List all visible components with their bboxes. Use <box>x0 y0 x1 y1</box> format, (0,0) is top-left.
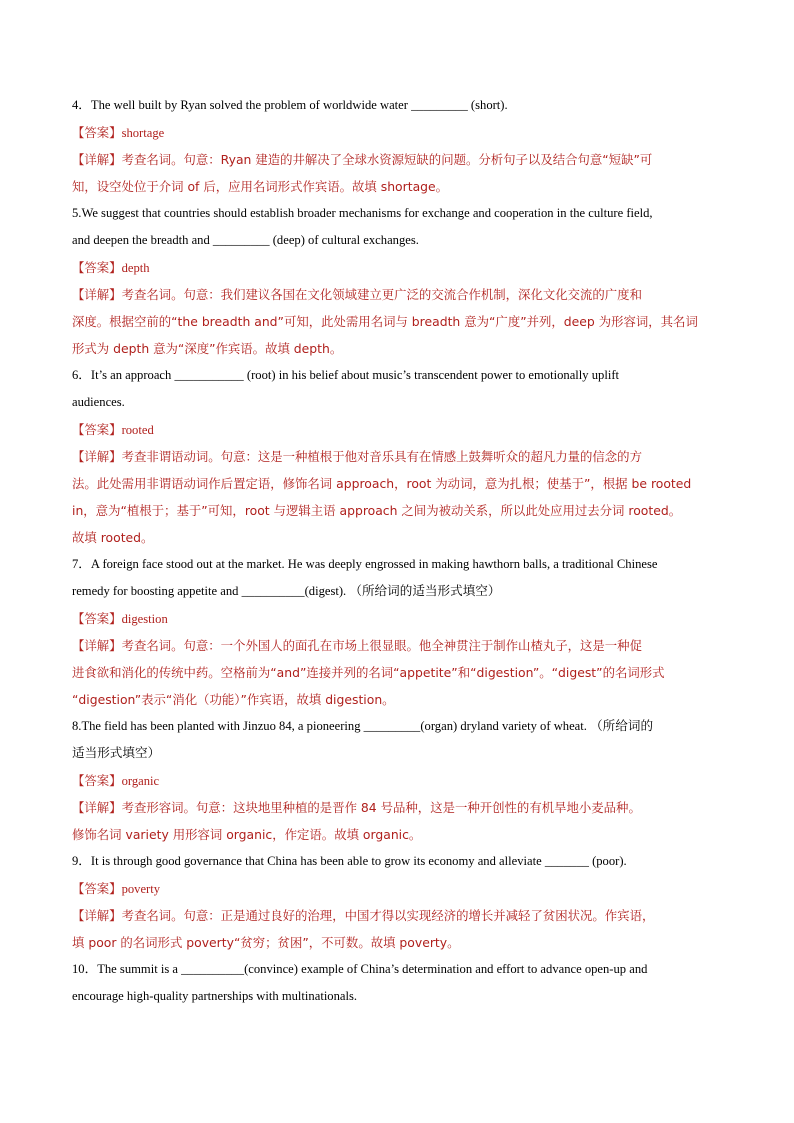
explanation-text: 深度。根据空前的“the breadth and”可知，此处需用名词与 breadth 意为“广度”并列，deep 为形容词，其名词 <box>72 314 698 329</box>
explanation-continuation <box>72 524 724 551</box>
explanation-line <box>72 902 724 929</box>
explanation-text: 进食欲和消化的传统中药。空格前为“and”连接并列的名词“appetite”和“digestion”。“digest”的名词形式 <box>72 665 665 680</box>
question-text: and deepen the breadth and _________ (deep) of cultural exchanges. <box>72 233 419 247</box>
question-line <box>72 848 724 875</box>
answer-label: 【答案】 <box>72 422 122 437</box>
answer-line <box>72 119 724 146</box>
question-line <box>72 740 724 767</box>
answer-label: 【答案】 <box>72 773 122 788</box>
explanation-label: 【详解】 <box>72 287 122 302</box>
explanation-continuation <box>72 173 724 200</box>
explanation-text: 考查名词。句意：一个外国人的面孔在市场上很显眼。他全神贯注于制作山楂丸子，这是一种促 <box>121 638 642 653</box>
question-text: 适当形式填空） <box>72 746 161 760</box>
explanation-label: 【详解】 <box>72 638 122 653</box>
question-line <box>72 200 724 227</box>
explanation-continuation <box>72 470 724 497</box>
explanation-text: 法。此处需用非谓语动词作后置定语，修饰名词 approach，root 为动词，意为扎根；使基于”，根据 be rooted <box>72 476 692 491</box>
question-line <box>72 713 724 740</box>
question-line <box>72 956 724 983</box>
explanation-label: 【详解】 <box>72 800 122 815</box>
answer-label: 【答案】 <box>72 125 122 140</box>
answer-line <box>72 254 724 281</box>
explanation-text: 考查名词。句意：我们建议各国在文化领域建立更广泛的交流合作机制，深化文化交流的广度和 <box>121 287 642 302</box>
answer-line <box>72 605 724 632</box>
question-text: 10．The summit is a __________(convince) example of China’s determination and effort to advance open-up and <box>72 962 648 976</box>
explanation-line <box>72 632 724 659</box>
answer-line <box>72 875 724 902</box>
answer-text: digestion <box>121 612 168 626</box>
explanation-continuation <box>72 497 724 524</box>
question-line <box>72 92 724 119</box>
explanation-text: 修饰名词 variety 用形容词 organic，作定语。故填 organic。 <box>72 827 422 842</box>
explanation-label: 【详解】 <box>72 152 122 167</box>
explanation-continuation <box>72 821 724 848</box>
explanation-text: 考查名词。句意：Ryan 建造的井解决了全球水资源短缺的问题。分析句子以及结合句意“短缺”可 <box>121 152 653 167</box>
question-text: encourage high-quality partnerships with multinationals. <box>72 989 358 1003</box>
question-text: 6．It’s an approach ___________ (root) in his belief about music’s transcendent power to emotionally uplift <box>72 368 620 382</box>
explanation-label: 【详解】 <box>72 908 122 923</box>
explanation-label: 【详解】 <box>72 449 122 464</box>
answer-text: organic <box>121 774 160 788</box>
explanation-continuation <box>72 686 724 713</box>
explanation-line <box>72 281 724 308</box>
question-line <box>72 389 724 416</box>
explanation-text: 故填 rooted。 <box>72 530 154 545</box>
answer-text: depth <box>121 261 150 275</box>
explanation-text: 填 poor 的名词形式 poverty“贫穷；贫困”，不可数。故填 poverty。 <box>72 935 460 950</box>
question-text: 7．A foreign face stood out at the market. He was deeply engrossed in making hawthorn balls, a traditional Chinese <box>72 557 658 571</box>
explanation-text: 考查名词。句意：正是通过良好的治理，中国才得以实现经济的增长并减轻了贫困状况。作宾语， <box>121 908 655 923</box>
explanation-continuation <box>72 929 724 956</box>
question-line <box>72 362 724 389</box>
explanation-continuation <box>72 308 724 335</box>
explanation-text: 形式为 depth 意为“深度”作宾语。故填 depth。 <box>72 341 343 356</box>
explanation-line <box>72 146 724 173</box>
document-page <box>72 92 724 1010</box>
question-line <box>72 983 724 1010</box>
question-line <box>72 227 724 254</box>
answer-line <box>72 416 724 443</box>
question-text: 4．The well built by Ryan solved the problem of worldwide water _________ (short). <box>72 98 508 112</box>
explanation-text: 考查形容词。句意：这块地里种植的是晋作 84 号品种，这是一种开创性的有机旱地小麦品种。 <box>121 800 641 815</box>
explanation-text: 考查非谓语动词。句意：这是一种植根于他对音乐具有在情感上鼓舞听众的超凡力量的信念的方 <box>121 449 642 464</box>
question-text: audiences. <box>72 395 125 409</box>
answer-text: poverty <box>121 882 161 896</box>
question-text: remedy for boosting appetite and __________(digest). （所给词的适当形式填空） <box>72 584 501 598</box>
answer-label: 【答案】 <box>72 611 122 626</box>
answer-text: rooted <box>121 423 154 437</box>
question-line <box>72 578 724 605</box>
explanation-line <box>72 794 724 821</box>
explanation-continuation <box>72 659 724 686</box>
question-text: 9．It is through good governance that China has been able to grow its economy and alleviate _______ (poor). <box>72 854 627 868</box>
explanation-line <box>72 443 724 470</box>
explanation-text: in，意为“植根于；基于”可知，root 与逻辑主语 approach 之间为被动关系，所以此处应用过去分词 rooted。 <box>72 503 682 518</box>
explanation-text: 知，设空处位于介词 of 后，应用名词形式作宾语。故填 shortage。 <box>72 179 449 194</box>
explanation-text: “digestion”表示“消化（功能）”作宾语，故填 digestion。 <box>72 692 395 707</box>
question-line <box>72 551 724 578</box>
answer-line <box>72 767 724 794</box>
answer-label: 【答案】 <box>72 881 122 896</box>
question-text: 5.We suggest that countries should establish broader mechanisms for exchange and cooperation in the culture field, <box>72 206 653 220</box>
answer-text: shortage <box>121 126 165 140</box>
explanation-continuation <box>72 335 724 362</box>
answer-label: 【答案】 <box>72 260 122 275</box>
question-text: 8.The field has been planted with Jinzuo 84, a pioneering _________(organ) dryland variety of wheat. （所给词的 <box>72 719 654 733</box>
